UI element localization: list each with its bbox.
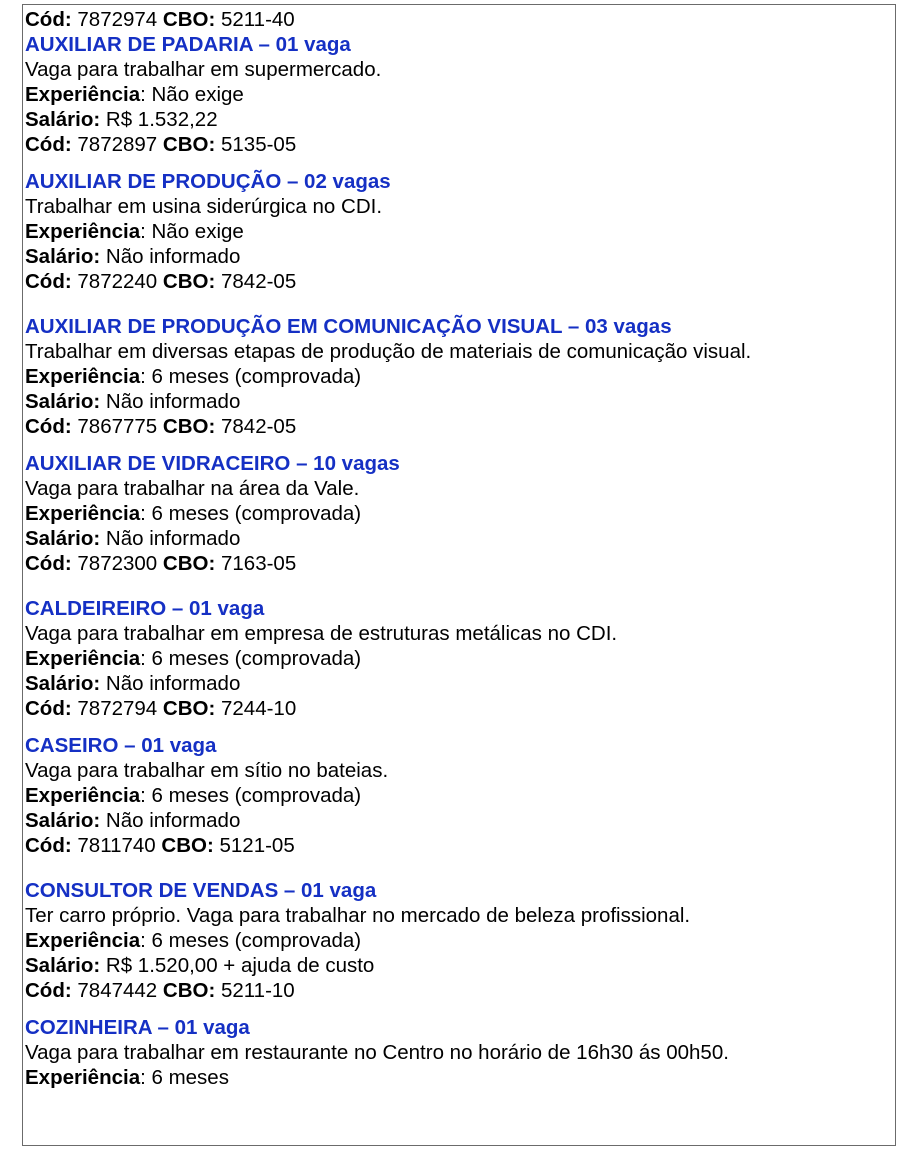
job-title: CALDEIREIRO – 01 vaga (25, 597, 265, 620)
job-title: AUXILIAR DE PRODUÇÃO EM COMUNICAÇÃO VISUAL – 03 vagas (25, 315, 672, 338)
cbo-label: CBO: (162, 8, 216, 31)
job-experience: Experiência: 6 meses (comprovada) (25, 502, 362, 525)
job-experience: Experiência: 6 meses (25, 1066, 229, 1089)
job-entry (25, 32, 893, 157)
job-description: Vaga para trabalhar em restaurante no Centro no horário de 16h30 ás 00h50. (25, 1041, 729, 1064)
job-codes: Cód: 7872240 CBO: 7842-05 (25, 270, 297, 293)
job-title: AUXILIAR DE PRODUÇÃO – 02 vagas (25, 170, 391, 193)
job-experience: Experiência: 6 meses (comprovada) (25, 784, 362, 807)
job-experience: Experiência: Não exige (25, 83, 244, 106)
job-salary: Salário: R$ 1.532,22 (25, 108, 218, 131)
job-salary: Salário: Não informado (25, 245, 241, 268)
job-entry (25, 733, 893, 858)
job-codes: Cód: 7847442 CBO: 5211-10 (25, 979, 295, 1002)
job-salary: Salário: Não informado (25, 527, 241, 550)
job-salary: Salário: Não informado (25, 809, 241, 832)
cod-value: 7872974 (77, 8, 158, 31)
job-description: Trabalhar em usina siderúrgica no CDI. (25, 195, 383, 218)
job-entry (25, 169, 893, 294)
job-entry (25, 451, 893, 576)
job-description: Ter carro próprio. Vaga para trabalhar no mercado de beleza profissional. (25, 904, 691, 927)
job-description: Vaga para trabalhar em supermercado. (25, 58, 382, 81)
job-codes: Cód: 7872794 CBO: 7244-10 (25, 697, 297, 720)
top-code-line (25, 7, 893, 32)
job-codes: Cód: 7811740 CBO: 5121-05 (25, 834, 295, 857)
cbo-value: 5211-40 (221, 8, 295, 31)
job-description: Vaga para trabalhar em empresa de estruturas metálicas no CDI. (25, 622, 618, 645)
job-description: Vaga para trabalhar na área da Vale. (25, 477, 360, 500)
job-experience: Experiência: 6 meses (comprovada) (25, 365, 362, 388)
job-entry (25, 596, 893, 721)
job-codes: Cód: 7872897 CBO: 5135-05 (25, 133, 297, 156)
job-codes: Cód: 7872300 CBO: 7163-05 (25, 552, 297, 575)
job-listing-frame (22, 4, 896, 1146)
job-description: Vaga para trabalhar em sítio no bateias. (25, 759, 389, 782)
job-title: CONSULTOR DE VENDAS – 01 vaga (25, 879, 377, 902)
job-salary: Salário: R$ 1.520,00 + ajuda de custo (25, 954, 375, 977)
job-salary: Salário: Não informado (25, 672, 241, 695)
job-title: CASEIRO – 01 vaga (25, 734, 217, 757)
job-entry (25, 878, 893, 1003)
job-title: COZINHEIRA – 01 vaga (25, 1016, 250, 1039)
job-experience: Experiência: 6 meses (comprovada) (25, 929, 362, 952)
job-experience: Experiência: Não exige (25, 220, 244, 243)
job-entry (25, 314, 893, 439)
job-codes: Cód: 7867775 CBO: 7842-05 (25, 415, 297, 438)
job-entry (25, 1015, 893, 1090)
job-experience: Experiência: 6 meses (comprovada) (25, 647, 362, 670)
job-title: AUXILIAR DE VIDRACEIRO – 10 vagas (25, 452, 400, 475)
job-salary: Salário: Não informado (25, 390, 241, 413)
cod-label: Cód: (25, 8, 72, 31)
job-listing-content (25, 7, 893, 1145)
job-description: Trabalhar em diversas etapas de produção de materiais de comunicação visual. (25, 340, 752, 363)
job-title: AUXILIAR DE PADARIA – 01 vaga (25, 33, 351, 56)
